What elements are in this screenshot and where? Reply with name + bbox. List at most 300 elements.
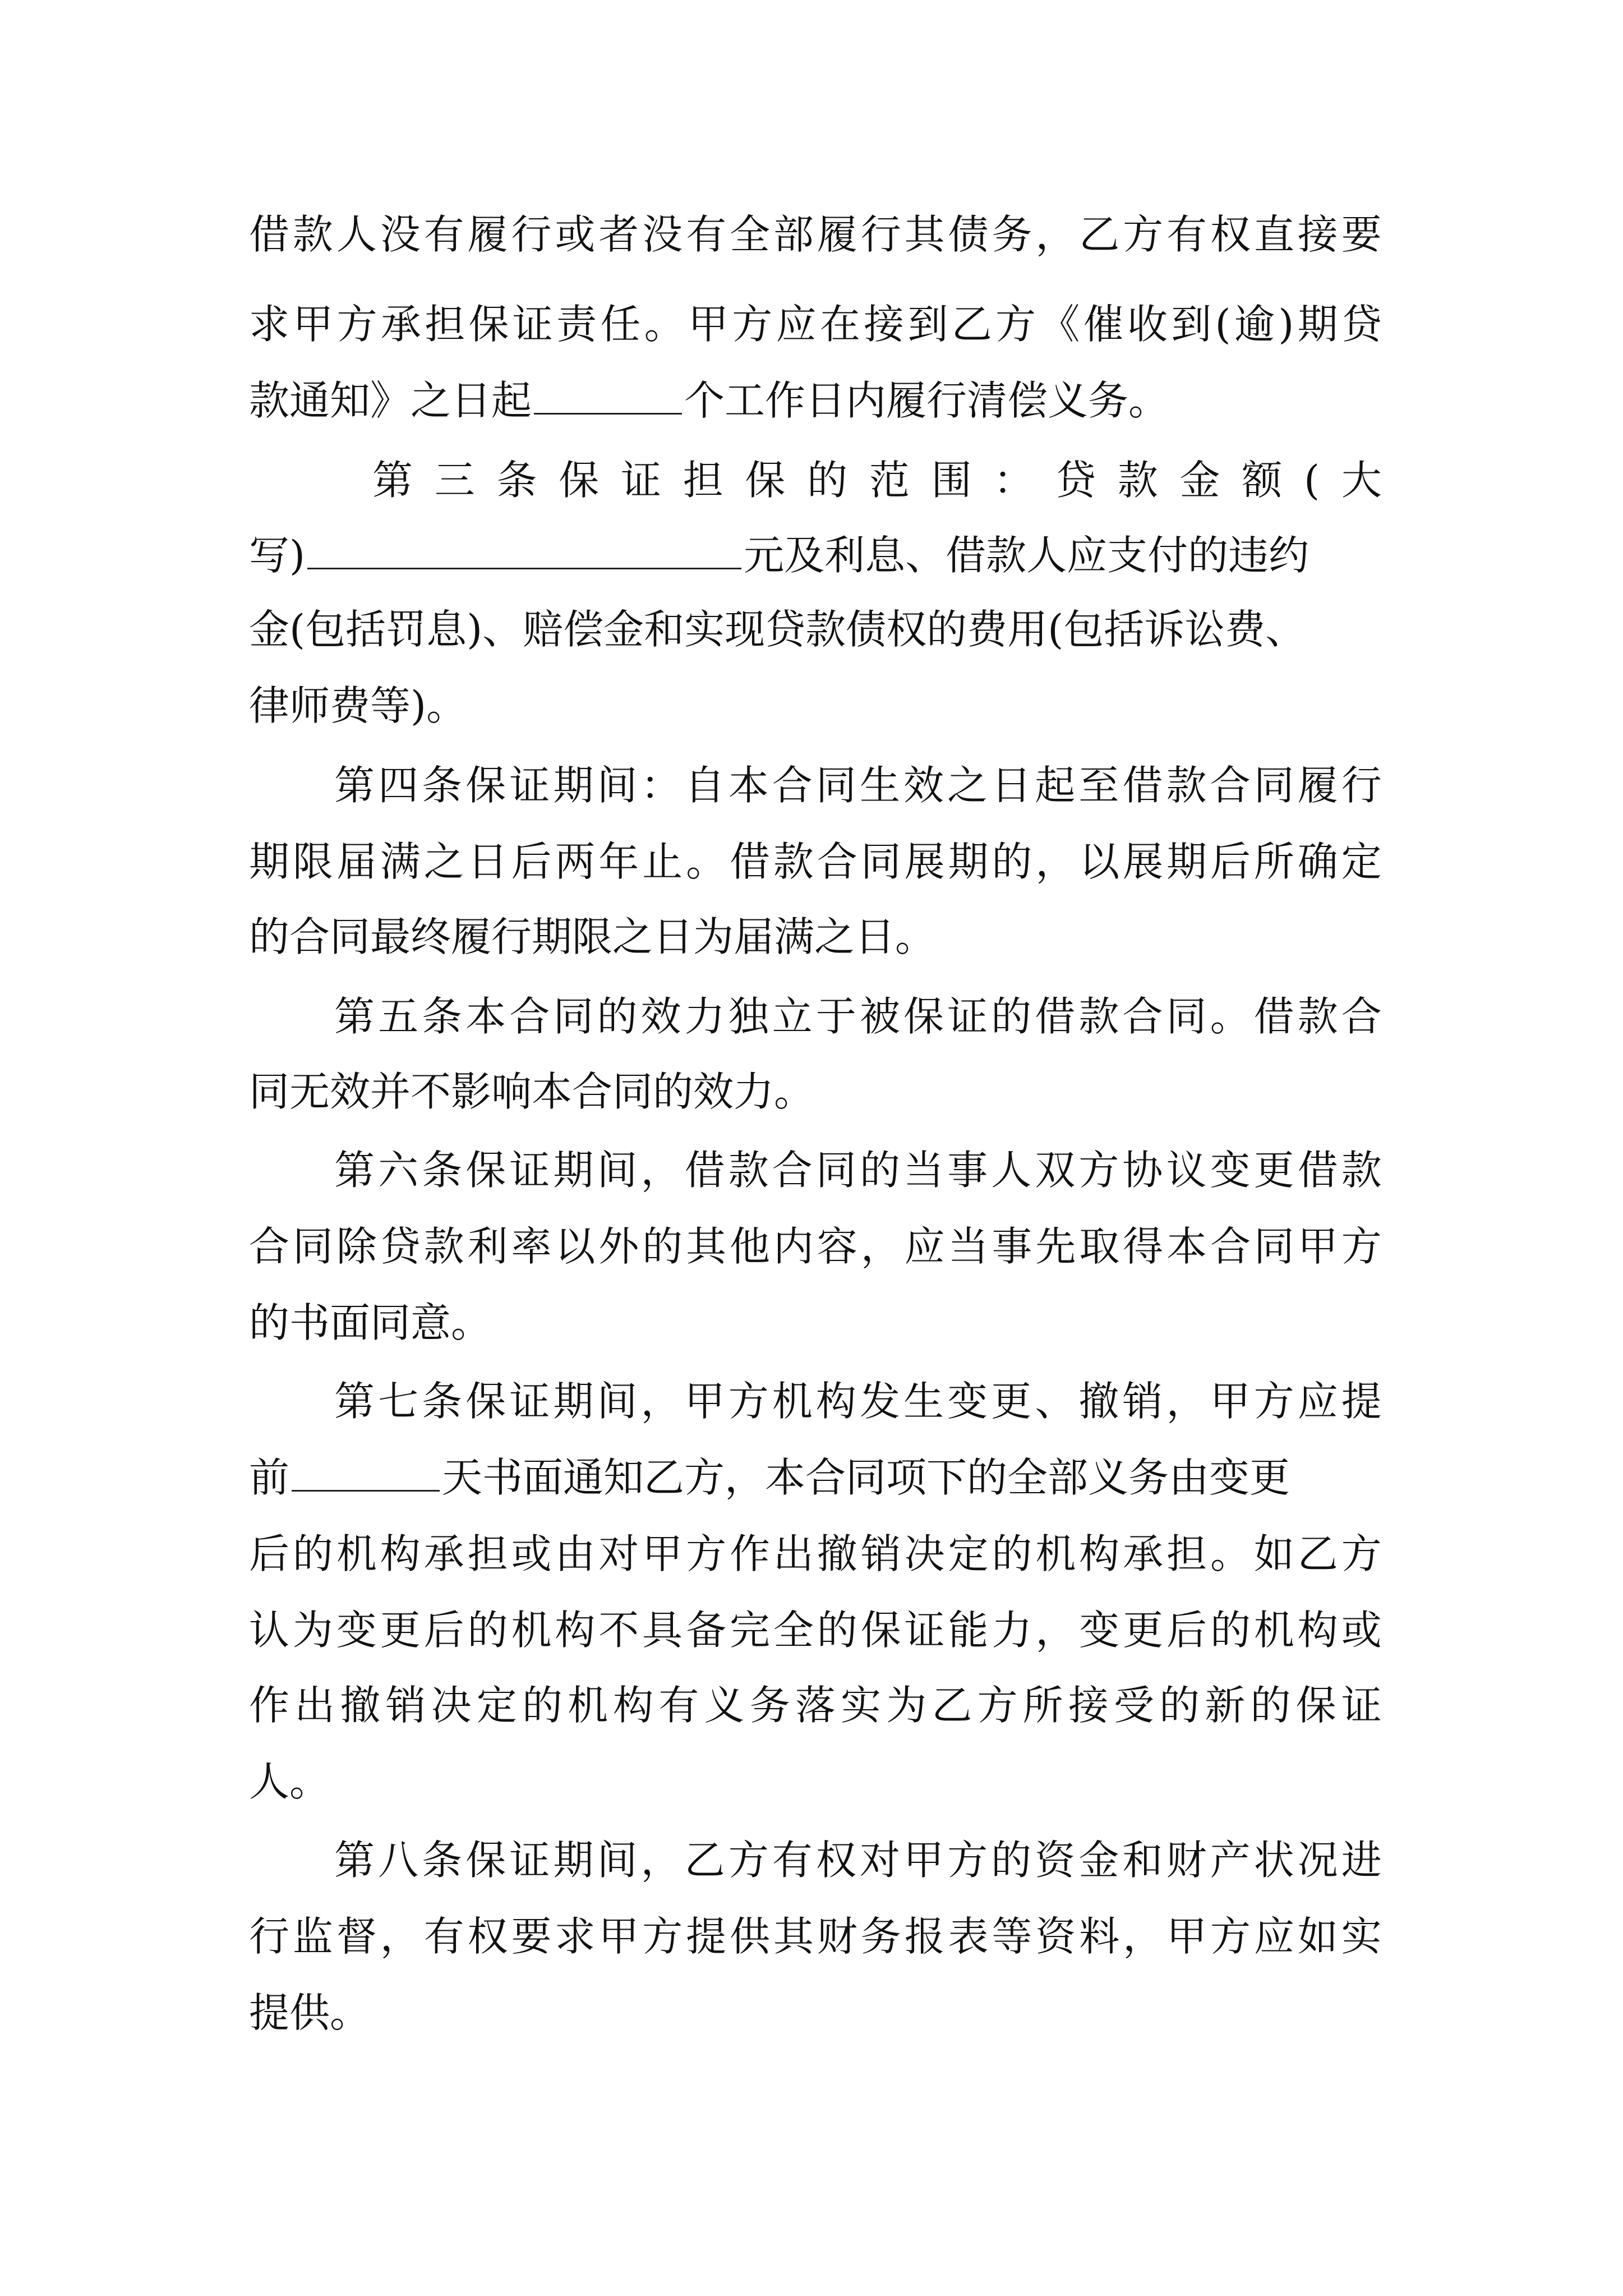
text-char: 本 [728,762,769,809]
text-char: 证 [509,762,550,809]
text-char: 间 [597,1147,638,1194]
text-char: 应 [1297,1378,1338,1425]
text-char: 乙 [684,1837,725,1884]
text-char: 到 [907,301,948,348]
text-char: 生 [859,762,900,809]
text-char: 先 [1035,1223,1076,1270]
text-char: 保 [860,1607,901,1654]
text-char: 保 [903,993,944,1040]
text-char: 展 [904,838,945,885]
text-char: 不 [598,1607,639,1654]
text-char: 借 [1297,1147,1338,1194]
text-char: 第 [334,762,375,809]
text-char: 所 [1253,838,1294,885]
text-char: 撤 [1078,1378,1119,1425]
text-char: 间 [597,1378,638,1425]
text-char: 有 [1166,211,1207,258]
text-char: 和 [1122,1837,1163,1884]
text-char: 乙 [1079,211,1120,258]
text-char: 变 [336,1607,377,1654]
text-char: 定 [476,1682,517,1729]
text-char: 发 [859,1378,900,1425]
text-char: 第 [372,457,413,504]
text-char: 的 [597,993,638,1040]
text-char: 大 [1341,457,1382,504]
text-char: 效 [903,762,944,809]
text-char: 乙 [1297,1530,1338,1577]
text-char: 为 [886,1682,927,1729]
text-char: 表 [948,1913,989,1960]
text-char: 义 [704,1682,745,1729]
text-char: 如 [1297,1913,1338,1960]
text-char: ， [860,1223,901,1270]
text-char: 更 [1123,1607,1164,1654]
text-char: 履 [1297,762,1338,809]
text-char: 受 [1113,1682,1154,1729]
text-char: 贷 [1055,457,1096,504]
text-char: 履 [817,211,857,258]
text-char: 供 [729,1913,770,1960]
text-char: 提 [1341,1378,1382,1425]
text-char: 没 [380,211,421,258]
text-char: 的 [991,1837,1032,1884]
text-char: 行 [249,1913,290,1960]
text-char: 逾 [1234,301,1275,348]
text-char: 更 [1253,1147,1294,1194]
text-char: 定 [1341,838,1382,885]
text-char: 期 [553,1147,594,1194]
text-char: 财 [1166,1837,1207,1884]
text-char: 起 [1035,762,1076,809]
text-char: 证 [904,1607,945,1654]
text-char: 款 [292,211,333,258]
text-char: 甲 [642,1530,683,1577]
text-char: 状 [1253,1837,1294,1884]
text-char: 第 [334,1837,375,1884]
text-char: 的 [1159,1682,1200,1729]
text-line: 金(包括罚息)、赔偿金和实现贷款债权的费用(包括诉讼费、 [249,606,1306,653]
text-char: 证 [509,1147,550,1194]
text-char: 容 [817,1223,857,1270]
text-char: 率 [511,1223,552,1270]
text-char: 对 [598,1530,639,1577]
text-line-with-blank [249,1450,1290,1506]
text-line: 提供。 [249,1989,371,2036]
text-char: 于 [815,993,856,1040]
text-char: 作 [729,1530,770,1577]
text-char: 当 [948,1223,989,1270]
text-char: ( [1304,457,1320,504]
text-char: 得 [1123,1223,1164,1270]
text-char: 止 [642,838,683,885]
text-char: 机 [336,1530,377,1577]
text-char: ， [640,1147,681,1194]
text-char: 构 [815,1378,856,1425]
text-char: 至 [1078,762,1119,809]
text-line: 律师费等)。 [249,682,467,729]
text-char: 甲 [293,301,334,348]
line-text-before: 款通知》之日起 [249,377,532,424]
text-char: 甲 [903,1837,944,1884]
text-char: 备 [686,1607,727,1654]
text-char: 构 [1079,1530,1120,1577]
text-char: 事 [992,1223,1032,1270]
text-char: 其 [773,1913,814,1960]
text-char: 保 [468,301,509,348]
text-char: 四 [378,762,419,809]
text-char: 接 [1068,1682,1109,1729]
text-char: 财 [817,1913,857,1960]
text-char: 或 [1341,1607,1382,1654]
text-char: 条 [422,762,463,809]
text-char: 借 [684,1147,725,1194]
text-char: 应 [904,1223,945,1270]
text-char: 全 [729,211,770,258]
text-char: 期 [553,1378,594,1425]
text-char: 监 [292,1913,333,1960]
text-char: 作 [249,1682,290,1729]
text-char: 应 [776,301,817,348]
text-char: 由 [555,1530,596,1577]
text-char: 新 [1205,1682,1246,1729]
text-char: 机 [1253,1607,1294,1654]
text-char: 合 [1122,993,1163,1040]
text-char: 认 [249,1607,290,1654]
text-char: 构 [380,1530,421,1577]
text-char: 款 [1341,1147,1382,1194]
text-char: 外 [598,1223,639,1270]
text-char: ， [1035,1607,1076,1654]
text-char: 的 [817,1607,857,1654]
text-char: 行 [860,211,901,258]
text-char: 证 [620,457,661,504]
text-char: 的 [859,1147,900,1194]
text-char: 力 [684,993,725,1040]
fill-in-blank-amount [307,528,741,569]
text-char: 方 [728,1378,769,1425]
text-char: 日 [991,762,1032,809]
text-char: 方 [728,1837,769,1884]
text-char: ， [380,1913,421,1960]
text-char: 款 [1297,993,1338,1040]
text-line [249,1218,1382,1274]
text-char: 后 [1166,1607,1207,1654]
text-char: 款 [1117,457,1158,504]
text-char: 报 [904,1913,945,1960]
text-char: 方 [995,301,1036,348]
text-char: 其 [686,1223,727,1270]
text-char: 同 [1253,762,1294,809]
text-line [249,296,1382,352]
text-char: 金 [1078,1837,1119,1884]
text-char: 。 [644,301,685,348]
text-char: ( [1215,301,1231,348]
text-char: 范 [869,457,910,504]
text-char: 证 [947,993,988,1040]
text-char: 条 [496,457,537,504]
text-char: 有 [423,211,464,258]
text-char: 权 [815,1837,856,1884]
text-char: 如 [1253,1530,1294,1577]
text-char: 所 [1022,1682,1063,1729]
text-char: 到 [1171,301,1212,348]
text-char: 年 [598,838,639,885]
text-char: 被 [859,993,900,1040]
text-char: 方 [1341,1223,1382,1270]
text-char: 证 [509,1837,550,1884]
text-char: 产 [1210,1837,1251,1884]
text-char: 方 [732,301,773,348]
text-char: 同 [815,1147,856,1194]
text-char: 构 [613,1682,654,1729]
text-char: 利 [467,1223,508,1270]
text-char: 对 [859,1837,900,1884]
text-char: 条 [422,1147,463,1194]
article-six-first-line [334,1142,1382,1198]
text-char: 同 [292,1223,333,1270]
text-char: 具 [642,1607,683,1654]
text-char: 独 [728,993,769,1040]
text-char: 行 [511,211,552,258]
text-char: 在 [819,301,860,348]
text-char: 三 [434,457,475,504]
text-char: 的 [992,838,1032,885]
text-char: 务 [860,1913,901,1960]
text-char: 之 [947,762,988,809]
text-char: 届 [336,838,377,885]
text-line: 的书面同意。 [249,1299,492,1346]
text-char: 合 [249,1223,290,1270]
text-char: 甲 [1297,1223,1338,1270]
text-char: 期 [553,762,594,809]
text-char: 后 [423,1607,464,1654]
text-char: 提 [686,1913,727,1960]
text-char: 的 [522,1682,562,1729]
text-char: 有 [772,1837,813,1884]
text-char: 务 [992,211,1032,258]
text-char: 变 [1079,1607,1120,1654]
text-char: 要 [1341,211,1382,258]
text-char: 确 [1297,838,1338,885]
text-char: ， [1166,1378,1207,1425]
text-char: 款 [1166,762,1207,809]
text-char: ， [640,1378,681,1425]
text-char: 乙 [951,301,992,348]
article-seven-first-line [334,1373,1382,1429]
article-eight-first-line [334,1832,1382,1888]
text-char: 应 [1253,1913,1294,1960]
text-char: 之 [423,838,464,885]
text-char: 料 [1079,1913,1120,1960]
text-char: 贷 [380,1223,421,1270]
text-char: 方 [1341,1530,1382,1577]
text-char: 撤 [340,1682,381,1729]
text-char: 方 [977,1682,1018,1729]
text-char: 为 [292,1607,333,1654]
text-char: 的 [1250,1682,1291,1729]
text-line [249,834,1382,890]
text-char: 的 [992,1530,1032,1577]
text-char: 事 [947,1147,988,1194]
text-char: 保 [465,1147,506,1194]
text-char: 款 [1078,993,1119,1040]
text-char: 资 [1035,1837,1076,1884]
text-char: 取 [1079,1223,1120,1270]
text-char: 变 [1210,1147,1251,1194]
text-char: 甲 [1210,1378,1251,1425]
text-char: ， [1035,838,1076,885]
text-char: 求 [249,301,290,348]
text-char: 担 [425,301,465,348]
text-char: 贷 [1341,301,1382,348]
text-line-with-blank [249,372,1169,429]
text-char: 能 [948,1607,989,1654]
text-char: ， [1035,211,1076,258]
text-char: 立 [772,993,813,1040]
text-char: 限 [292,838,333,885]
text-char: 《 [1039,301,1080,348]
text-char: 内 [773,1223,814,1270]
text-char: 有 [423,1913,464,1960]
text-char: 的 [642,1223,683,1270]
text-char: 证 [512,301,553,348]
text-char: 债 [948,211,989,258]
text-char: 第 [334,993,375,1040]
text-line: 人。 [249,1758,330,1805]
text-char: 金 [1179,457,1220,504]
text-char: 保 [465,762,506,809]
text-char: 的 [292,1530,333,1577]
text-char: 变 [947,1378,988,1425]
text-char: 借 [1122,762,1163,809]
text-char: 销 [1122,1378,1163,1425]
text-char: 方 [947,1837,988,1884]
text-char: 期 [1297,301,1338,348]
text-char: 或 [555,211,596,258]
text-char: 力 [992,1607,1032,1654]
text-char: 本 [1166,1223,1207,1270]
text-char: 其 [904,211,945,258]
text-char: 后 [249,1530,290,1577]
text-char: 借 [249,211,290,258]
text-line: 的合同最终履行期限之日为届满之日。 [249,913,936,960]
text-char: 部 [773,211,814,258]
text-char: 协 [1122,1147,1163,1194]
text-line [249,1677,1382,1733]
text-char: 资 [1035,1913,1076,1960]
text-char: 没 [642,211,683,258]
text-line [249,1526,1382,1582]
text-char: 同 [815,762,856,809]
text-char: ， [1123,1913,1164,1960]
text-char: 的 [991,993,1032,1040]
text-char: 决 [904,1530,945,1577]
text-line [249,1602,1382,1658]
text-char: ： [640,762,681,809]
text-char: 他 [729,1223,770,1270]
text-char: 八 [378,1837,419,1884]
line-text-after: 天书面通知乙方，本合同项下的全部义务由变更 [442,1454,1290,1501]
text-char: 合 [1341,993,1382,1040]
text-char: 同 [1166,993,1207,1040]
text-char: 保 [465,1837,506,1884]
text-char: 落 [795,1682,836,1729]
text-char: 自 [684,762,725,809]
text-char: 间 [597,762,638,809]
text-char: 构 [1297,1607,1338,1654]
text-char: 围 [931,457,972,504]
text-char: 督 [336,1913,377,1960]
text-char: 催 [1083,301,1124,348]
text-char: 机 [772,1378,813,1425]
text-char: 双 [1035,1147,1076,1194]
text-char: 期 [249,838,290,885]
text-char: 销 [860,1530,901,1577]
text-char: 方 [1253,1378,1294,1425]
text-char: 更 [991,1378,1032,1425]
text-char: 承 [380,301,421,348]
text-char: 撤 [817,1530,857,1577]
text-char: ) [1278,301,1294,348]
text-char: 任 [600,301,641,348]
text-char: 出 [294,1682,335,1729]
text-char: 承 [423,1530,464,1577]
text-line: 同无效并不影响本合同的效力。 [249,1068,815,1115]
text-char: 甲 [598,1913,639,1960]
text-char: 接 [1297,211,1338,258]
text-char: 本 [465,993,506,1040]
text-char: 保 [465,1378,506,1425]
text-char: 款 [423,1223,464,1270]
text-char: 两 [555,838,596,885]
text-char: 的 [467,1607,508,1654]
text-char: 机 [1035,1530,1076,1577]
text-char: 效 [640,993,681,1040]
text-char: 进 [1341,1837,1382,1884]
text-char: 展 [1123,838,1164,885]
text-char: 机 [511,1607,552,1654]
text-char: 六 [378,1147,419,1194]
text-char: 议 [1166,1147,1207,1194]
text-char: 要 [511,1913,552,1960]
text-char: 有 [658,1682,699,1729]
line-text-after: 元及利息、借款人应支付的违约 [744,532,1310,579]
text-char: 履 [467,211,508,258]
text-char: 实 [1341,1913,1382,1960]
text-char: 款 [728,1147,769,1194]
text-char: 承 [1123,1530,1164,1577]
text-char: 合 [1210,1223,1251,1270]
text-char: 有 [686,211,727,258]
text-char: ， [640,1837,681,1884]
line-text-before: 写) [249,532,306,579]
text-char: 期 [1166,838,1207,885]
text-char: 构 [555,1607,596,1654]
text-line [249,1908,1382,1964]
text-char: 决 [431,1682,472,1729]
text-char: 条 [422,993,463,1040]
text-char: 全 [773,1607,814,1654]
text-char: 方 [1210,1913,1251,1960]
text-char: 当 [903,1147,944,1194]
text-char: 的 [1210,1607,1251,1654]
text-char: 责 [556,301,597,348]
text-char: 以 [555,1223,596,1270]
text-char: 除 [336,1223,377,1270]
text-line [249,206,1382,263]
text-char: 。 [686,838,727,885]
text-char: 权 [467,1913,508,1960]
